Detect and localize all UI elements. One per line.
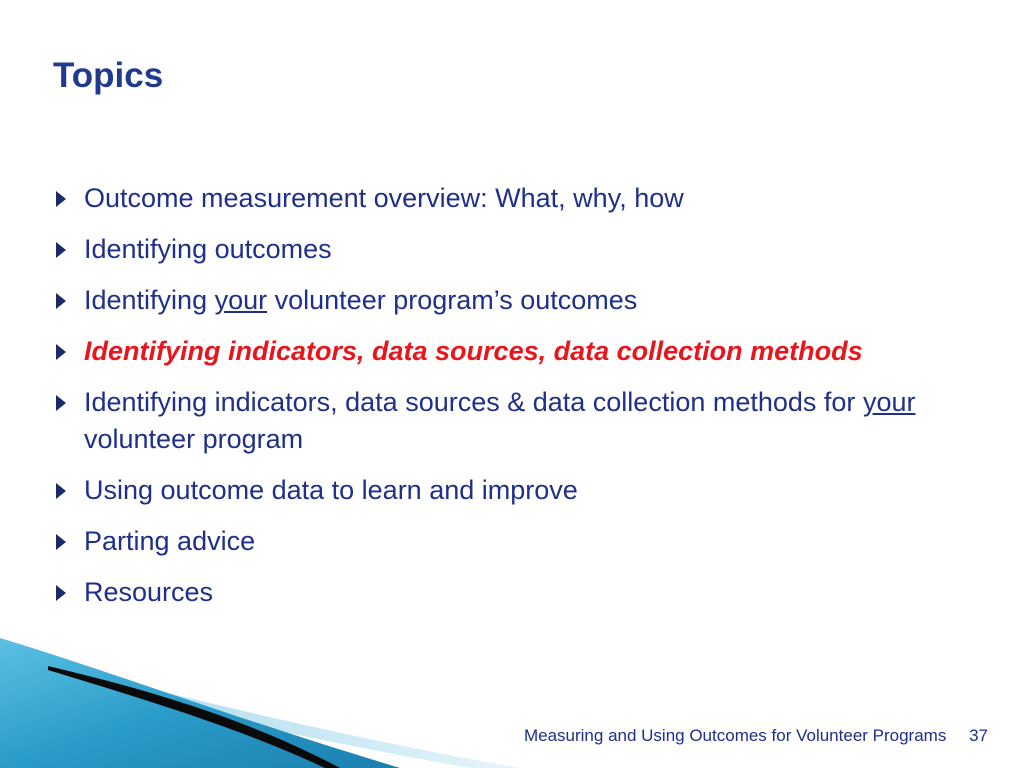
- triangle-bullet-icon: [56, 585, 66, 601]
- triangle-bullet-icon: [56, 191, 66, 207]
- bullet-text: Identifying outcomes: [84, 234, 332, 264]
- bullet-text: Parting advice: [84, 526, 256, 556]
- bullet-text-underlined: your: [862, 387, 916, 417]
- bullet-text-underlined: your: [214, 285, 268, 315]
- list-item: [56, 574, 956, 611]
- decorative-swoosh-graphic: [0, 638, 520, 768]
- list-item: [56, 384, 956, 458]
- list-item: [56, 180, 956, 217]
- list-item: [56, 472, 956, 509]
- bullet-text-pre: Identifying indicators, data sources & data collection methods for: [84, 387, 863, 417]
- bullet-text: Identifying indicators, data sources, data collection methods: [84, 336, 863, 366]
- footer-text: Measuring and Using Outcomes for Volunteer Programs: [523, 726, 947, 745]
- triangle-bullet-icon: [56, 483, 66, 499]
- list-item: [56, 231, 956, 268]
- bullet-text: Resources: [84, 577, 214, 607]
- slide-title: Topics: [53, 56, 164, 95]
- triangle-bullet-icon: [56, 344, 66, 360]
- list-item: [56, 282, 956, 319]
- bullet-text: Outcome measurement overview: What, why, how: [84, 183, 684, 213]
- bullet-text: [84, 387, 915, 454]
- slide-footer: [524, 726, 988, 746]
- triangle-bullet-icon: [56, 395, 66, 411]
- bullet-text-post: volunteer program’s outcomes: [267, 285, 638, 315]
- bullet-text: [84, 285, 637, 315]
- list-item-highlighted: [56, 333, 956, 370]
- triangle-bullet-icon: [56, 534, 66, 550]
- topics-list: [56, 180, 956, 625]
- triangle-bullet-icon: [56, 293, 66, 309]
- bullet-text-pre: Identifying: [84, 285, 215, 315]
- triangle-bullet-icon: [56, 242, 66, 258]
- bullet-text: Using outcome data to learn and improve: [84, 475, 578, 505]
- bullet-text-post: volunteer program: [84, 424, 304, 454]
- list-item: [56, 523, 956, 560]
- page-number: 37: [969, 726, 988, 745]
